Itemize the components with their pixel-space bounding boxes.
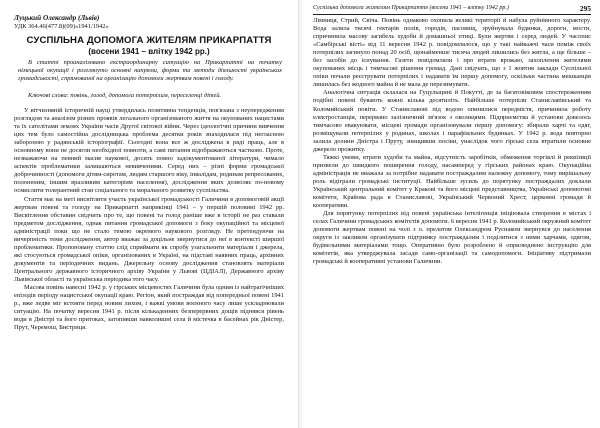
paragraph: Стаття має на меті висвітлити участь української громадськості Галичини в допомоговій акції жертвам повені та голоду на Прикарпатті наприкінці 1941 – у першій половині 1942 рр. Висвітлення обставин свідчить про те, що повені та голод раніше вже в історії не раз ставали предметом дослідження, однак питання громадської допомоги з боку окупаційної та місцевої адміністрації поки що не стало темою окремого наукового розгляду. Не претендуючи на вичерпність теми дослідження, автор вважає за доцільне звернутися до неї в контексті ширшої проблематики. Пропоновану статтю слід сприймати як спробу узагальнити матеріали і джерела, які стосуються громадської опіки, організованих в Україні, на підставі наявних праць, архівних документів та періодичних видань. Джерельну основу дослідження становлять матеріали Центрального державного історичного архіву України у Львові (ЦДІАЛ), Державного архіву Львівської області та українська періодика того часу.: [14, 195, 284, 283]
author-name: Луцький Олександр (Львів): [14, 14, 100, 22]
keywords: Ключові слова: повінь, голод, допомога потерпілим, переселенці дітей.: [28, 92, 222, 99]
abstract: В статті проаналізовано екстраординарну ситуацію на Прикарпатті на початку німецької окупації і розглянуто основні напрями, форми та методи діяльності українських громадськості, спрямованої на організацію допомоги жертвам повені і голоду.: [18, 59, 282, 83]
paragraph: У вітчизняній історичній науці утвердилась позитивна тенденція, пов'язана з неупередженим розглядом та аналізом різних проявів легального організованого життя на окупованих нацистами та їх сателітами землях України часів Другої світової війни. Через ідеологічні причини вивчення цих тем було самостійна дослідницька проблема десятки років знаходилася під негласною забороною у радянській історіографії. Сьогодні вона все ж досліджена в ряді праць, але в основному вони не досягли необхідної повноти, а самі питання відображаються частково. Проте, незважаючи на певний масив наукової, досить повно задокументованої літератури, чимало аспектів проблематики залишаються невивченими. Серед них – різні форми громадської доброчинності (допомоги дітям-сиротам, людям старшого віку, інвалідам, родинам репресованих, полоненим, іншим вразливим категоріям населення), дослідження яких дозволяє по-новому осмислити толерантний стан соціального та морального розвитку суспільства.: [14, 107, 284, 195]
paragraph: Лімниця, Стрий, Свіча. Повінь однаково охопила великі території й набула руйнівного характеру. Вода залила тисячі гектарів полів, городів, пасовищ, зруйнувала будинки, дороги, мости, спричинила масову загибель худоби й домашньої птиці. Були жертви і серед людей. У часопис «Самбірські вісті» від 11 вересня 1942 р. повідомлялося, що у такі найважчі часи поміж своїх потерпілих загинуло понад 20 осіб, щонайменше тисяча людей лишились без житла, а ще більше – без засобів до існування. Газети повідомляли і про втрати врожаю, захоплення жителями окупованих місць і тимчасові рішення громад. Дані свідчать, що з 1 жовтня заклади Суспільної опіки почали реєструвати потерпілих і надавати їм першу допомогу, оскільки частина мешканців лишилась без жодного майна й не мала де перезимувати.: [313, 17, 591, 89]
paragraph: Аналогічна ситуація склалася на Гуцульщині й Покутті, де за багатовіковим спостереженням подібні повені бувають кожні кілька десятиліть. Найбільше потерпіли Станиславівський та Коломийський повіти. У Станиславові під водою опинилися передмістя, причинила роботу електростанція, перервано залізничний зв'язок з околицями. Підприємства й установи довелось тимчасово евакуювати, місцеві громади організовували першу допомогу: збирали харчі та одяг, розміщували потерпілих у родинах, школах і парафіяльних будинках. У 1942 р. вода повторно залила долини Дністра і Пруту, знищивши посіви, унаслідок чого гірські села втратили основне джерело прожитку.: [313, 89, 591, 153]
page-gutter: [298, 0, 302, 428]
udk-code: УДК 364.46(477.8)(09)«1941/1942»: [14, 23, 109, 30]
right-body-text: [313, 17, 591, 266]
running-header: [313, 5, 591, 15]
left-page: [0, 0, 297, 428]
page-number: 295: [579, 4, 591, 13]
article-subtitle: (восени 1941 – влітку 1942 рр.): [88, 47, 210, 56]
article-title: СУСПІЛЬНА ДОПОМОГА ЖИТЕЛЯМ ПРИКАРПАТТЯ: [26, 35, 272, 46]
paragraph: Для порятунку потерпілих від повені українська інтелігенція ініціювала створення в містах і селах Галичини громадських комітетів допомоги. 6 вересня 1941 р. Коломийський окружний комітет допомоги жертвам повені на чолі з о. прелатом Олександром Руснаком звернувся до населення округи із закликом організувати підтримку постраждалим і поділитися з ними харчами, одягом, будівельними матеріалами тощо. Оперативно було розроблено й оприлюднено інструкцію для комітетів, яка утверджувала засади само-організації та самодопомоги. Ініціативу підтримали громадські й кооперативні установи Галичини.: [313, 210, 591, 266]
running-title: Суспільна допомога жителям Прикарпаття (восени 1941 – влітку 1942 рр.): [313, 5, 509, 11]
right-page: [303, 0, 600, 428]
paragraph: Масова повінь навесні 1942 р. у гірських місцевостях Галичини була одним із найтрагічніших епізодів періоду нацистської окупації краю. Регіон, який постраждав від попередньої повені 1941 р., вже ледве міг встояти перед новим лихом, і важкі умови воєнного часу лише ускладнювали ситуацію. На початку вересня 1941 р. після кількаденних безперервних дощів піднявся рівень води в Дністрі та його притоках, затопивши навколишні села й містечка в басейнах рік Дністер, Прут, Черемош, Бистриця.: [14, 284, 284, 332]
left-body-text: [14, 107, 284, 332]
paragraph: Тяжкі умови, втрати худоби та майна, відсутність заробітків, обмеження торгівлі й реквізиції призвели до швидкого поширення голоду, насамперед у гірських районах краю. Окупаційна адміністрація не вважала за потрібне надавати постраждалим належну допомогу, тому вирішальну роль відіграли громадські інституції. Найбільше зусиль до порятунку постраждалих доклали Український центральний комітет у Кракові та його місцеві представництва, Українські допомогові комітети, Крайова рада в Станиславові, Український Червоний Хрест, церковні громади й кооперативи.: [313, 153, 591, 210]
